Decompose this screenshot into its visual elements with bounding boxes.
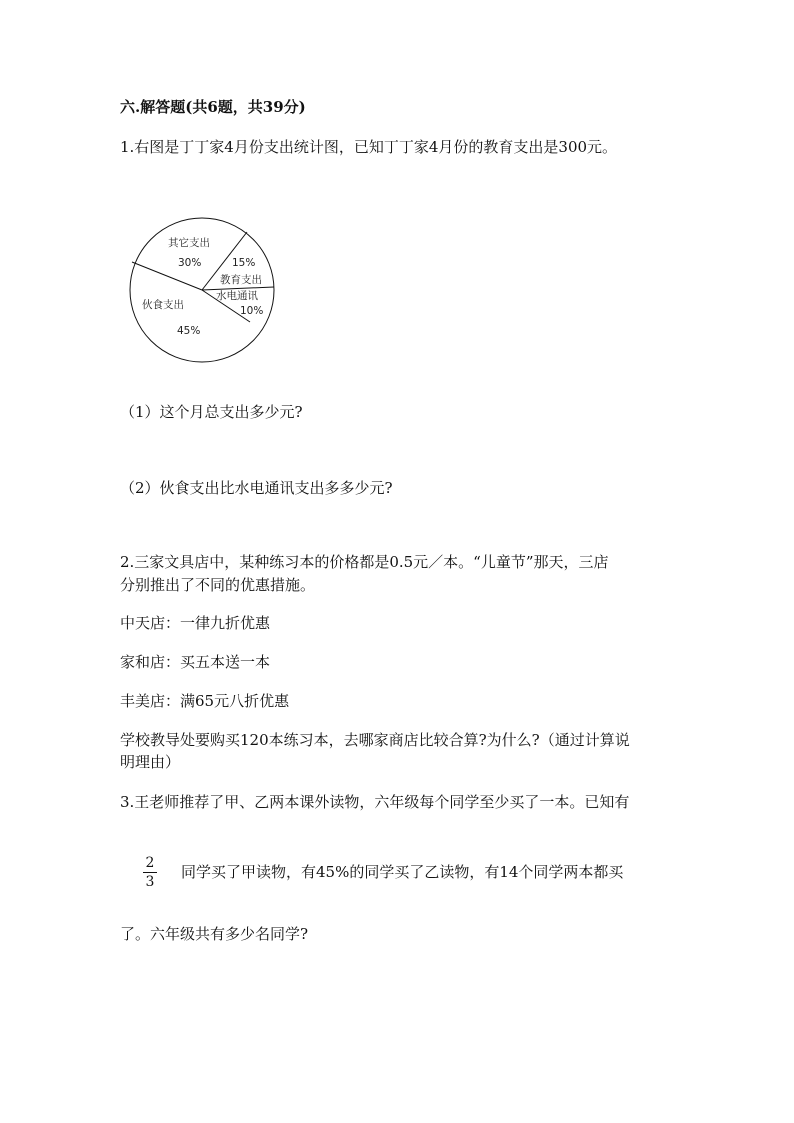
slice-label-food: 伙食支出 bbox=[142, 299, 184, 311]
question-2-line-2: 分别推出了不同的优惠措施。 bbox=[120, 576, 316, 594]
slice-label-education: 教育支出 bbox=[220, 274, 262, 286]
slice-pct-utilities: 10% bbox=[240, 305, 264, 317]
fraction-denominator: 3 bbox=[145, 874, 155, 890]
question-1-sub-2: （2）伙食支出比水电通讯支出多多少元? bbox=[120, 479, 393, 497]
question-3-line-2: 同学买了甲读物，有45%的同学买了乙读物，有14个同学两本都买 bbox=[181, 863, 624, 881]
question-2-line-1: 2.三家文具店中，某种练习本的价格都是0.5元／本。“儿童节”那天，三店 bbox=[120, 553, 609, 571]
slice-pct-other: 30% bbox=[178, 257, 202, 269]
fraction-numerator: 2 bbox=[145, 855, 155, 871]
pie-chart bbox=[120, 210, 300, 370]
question-3-line-3: 了。六年级共有多少名同学? bbox=[120, 925, 309, 943]
question-2-ask-line-1: 学校教导处要购买120本练习本，去哪家商店比较合算?为什么?（通过计算说 bbox=[120, 731, 630, 749]
slice-label-other: 其它支出 bbox=[168, 237, 210, 249]
store-fengmei: 丰美店：满65元八折优惠 bbox=[120, 692, 290, 710]
fraction-two-thirds bbox=[143, 855, 157, 890]
question-2-ask-line-2: 明理由） bbox=[120, 753, 181, 771]
section-heading: 六.解答题(共6题，共39分) bbox=[120, 98, 306, 116]
question-1-text: 1.右图是丁丁家4月份支出统计图，已知丁丁家4月份的教育支出是300元。 bbox=[120, 138, 618, 156]
question-3-line-1: 3.王老师推荐了甲、乙两本课外读物，六年级每个同学至少买了一本。已知有 bbox=[120, 793, 630, 811]
slice-pct-food: 45% bbox=[177, 325, 201, 337]
fraction-bar bbox=[143, 872, 157, 873]
store-zhongtian: 中天店：一律九折优惠 bbox=[120, 614, 271, 632]
question-1-sub-1: （1）这个月总支出多少元? bbox=[120, 403, 303, 421]
slice-label-utilities: 水电通讯 bbox=[216, 290, 258, 302]
slice-pct-education: 15% bbox=[232, 257, 256, 269]
store-jiahe: 家和店：买五本送一本 bbox=[120, 653, 271, 671]
